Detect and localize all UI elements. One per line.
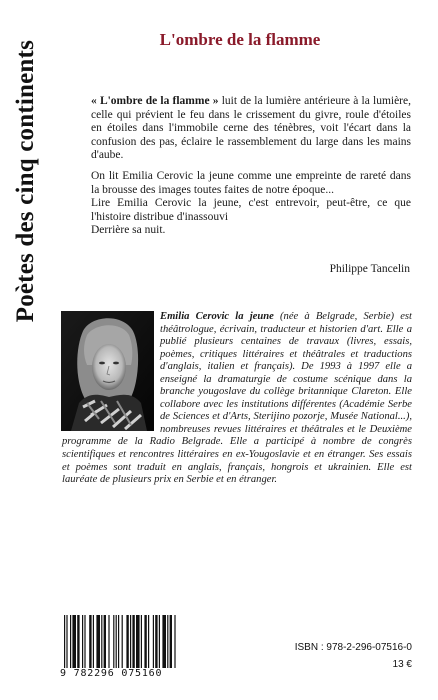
series-title: Poètes des cinq continents xyxy=(12,40,39,323)
signature: Philippe Tancelin xyxy=(329,263,410,275)
blurb-line: Derrière sa nuit. xyxy=(91,224,166,237)
isbn: ISBN : 978-2-296-07516-0 xyxy=(294,642,412,653)
price: 13 € xyxy=(392,659,412,670)
author-name: Emilia Cerovic la jeune xyxy=(160,311,274,322)
barcode-digits: 9 782296 075160 xyxy=(60,668,184,680)
quoted-title: « L'ombre de la flamme » xyxy=(91,95,219,107)
blurb-line: Lire Emilia Cerovic la jeune, c'est entrevoir, peut-être, ce que l'histoire distribue d'inassouvi xyxy=(91,197,411,223)
book-title: L'ombre de la flamme xyxy=(159,30,321,49)
spine xyxy=(6,40,42,340)
blurb-text-1: luit de la lumière antérieure à la lumière, celle qui prévient le feu dans le crissement du givre, roule d'étoiles en étoiles dans l'immobile cerne des ténèbres, voit l'écart dans la confusion des pas, éclaire le rassemblement du large dans les mains d'aube. xyxy=(91,95,411,162)
photo-spacer xyxy=(62,311,160,434)
bio-text: (née à Belgrade, Serbie) est théâtrologue, écrivain, traducteur et historien d'art. Elle a publié plusieurs centaines de travaux (livres, essais, poèmes, critiques littéraires et théâtrales et traductions d'anglais, italien et français). De 1993 à 1997 elle a enseigné la dramaturgie de costume scénique dans la branche yougoslave du collège britannique Clareton. Elle collabore avec les institutions différentes (Académie Serbe de Sciences et d'Arts, Sterijino pozorje, Musée National...), nombreuses revues littéraires et théâtrales et le Deuxième programme de la Radio Belgrade. Elle a participé à nombre de congrès scientifiques et rencontres littéraires en ex-Yougoslavie et en étranger. Ses essais et poèmes sont traduit en anglais, français, hongrois et ukrainien. Elle est lauréate de plusieurs prix en Serbie et en étranger. xyxy=(62,311,412,486)
author-bio xyxy=(62,311,412,487)
blurb-line: On lit Emilia Cerovic la jeune comme une empreinte de rareté dans la brousse des images toutes faites de notre époque... xyxy=(91,170,411,196)
blurb-paragraph-1 xyxy=(91,95,411,163)
blurb-paragraph-2 xyxy=(91,170,411,238)
